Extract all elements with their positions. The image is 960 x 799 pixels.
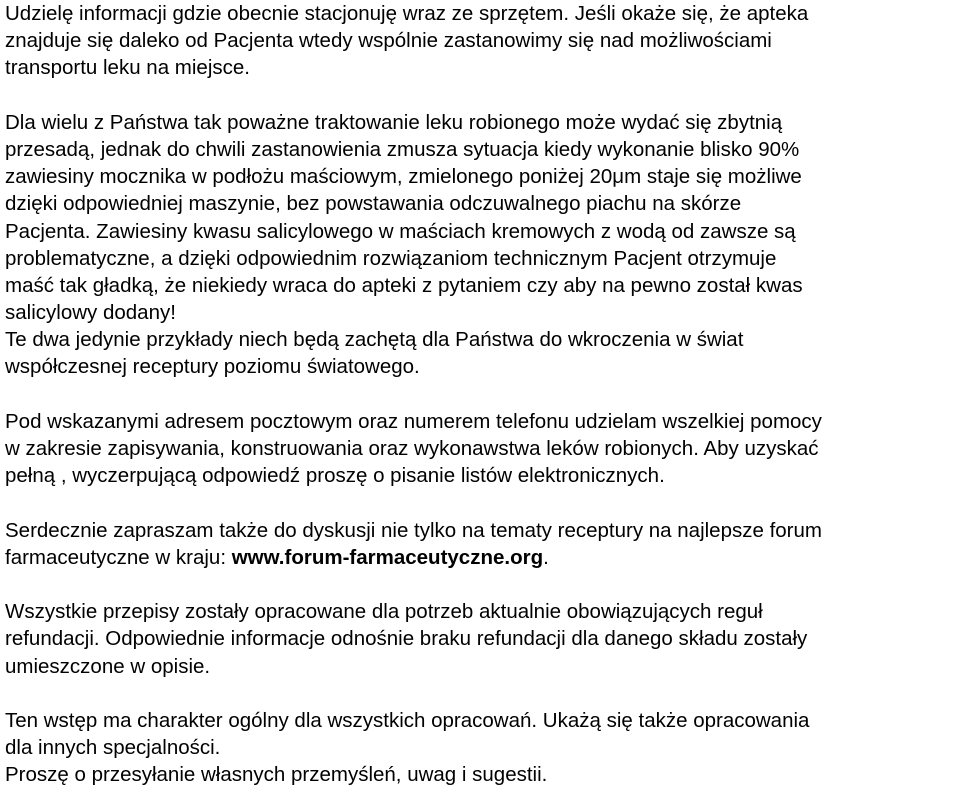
text-line: przesadą, jednak do chwili zastanowienia zmusza sytuacja kiedy wykonanie blisko 90% [5,137,800,161]
paragraph-gap [5,571,955,598]
text-line: zawiesiny mocznika w podłożu maściowym, zmielonego poniżej 20μm staje się możliwe [5,165,802,189]
paragraph-refund-rules [5,598,955,680]
text-line: znajduje się daleko od Pacjenta wtedy wspólnie zastanowimy się nad możliwościami [5,29,772,53]
text-line: salicylowy dodany! [5,301,176,325]
text-line: Pod wskazanymi adresem pocztowym oraz numerem telefonu udzielam wszelkiej pomocy [5,409,822,433]
text-line: transportu leku na miejsce. [5,56,250,80]
forum-suffix-text: . [543,545,549,569]
forum-link[interactable]: www.forum-farmaceutyczne.org [231,545,544,569]
text-line: Pacjenta. Zawiesiny kwasu salicylowego w maściach kremowych z wodą od zawsze są [5,219,796,243]
paragraph-gap [5,680,955,707]
text-line: umieszczone w opisie. [5,654,211,678]
text-line-with-link [5,544,955,571]
paragraph-gap [5,381,955,408]
text-line: w zakresie zapisywania, konstruowania oraz wykonawstwa leków robionych. Aby uzyskać [5,437,819,460]
text-line: Ten wstęp ma charakter ogólny dla wszystkich opracowań. Ukażą się także opracowania [5,708,810,732]
text-line: dla innych specjalności. [5,736,221,760]
text-line: problematyczne, a dzięki odpowiednim rozwiązaniom technicznym Pacjent otrzymuje [5,246,777,270]
forum-prefix-text: farmaceutyczne w kraju: [5,545,232,569]
text-line: pełną , wyczerpującą odpowiedź proszę o pisanie listów elektronicznych. [5,464,665,488]
text-line: Wszystkie przepisy zostały opracowane dla potrzeb aktualnie obowiązujących reguł [5,600,763,624]
document-body [5,0,955,788]
text-line: maść tak gładką, że niekiedy wraca do apteki z pytaniem czy aby na pewno został kwas [5,273,803,297]
paragraph-gap [5,489,955,516]
text-line: Udzielę informacji gdzie obecnie stacjonuję wraz ze sprzętem. Jeśli okaże się, że apteka [5,2,809,25]
text-line: refundacji. Odpowiednie informacje odnośnie braku refundacji dla danego składu zostały [5,627,808,651]
text-line: współczesnej receptury poziomu światowego. [5,355,420,379]
text-line: dzięki odpowiedniej maszynie, bez powstawania odczuwalnego piachu na skórze [5,192,742,216]
paragraph-contact-help [5,408,955,490]
paragraph-gap [5,82,955,109]
text-line: Serdecznie zapraszam także do dyskusji nie tylko na tematy receptury na najlepsze forum [5,518,822,542]
paragraph-closing [5,707,955,789]
paragraph-location-info [5,0,955,82]
text-line: Dla wielu z Państwa tak poważne traktowanie leku robionego może wydać się zbytnią [5,110,783,134]
text-line: Te dwa jedynie przykłady niech będą zachętą dla Państwa do wkroczenia w świat [5,328,744,352]
text-line: Proszę o przesyłanie własnych przemyśleń, uwag i sugestii. [5,763,548,787]
paragraph-forum-invite [5,517,955,571]
paragraph-compounding-examples [5,109,955,381]
